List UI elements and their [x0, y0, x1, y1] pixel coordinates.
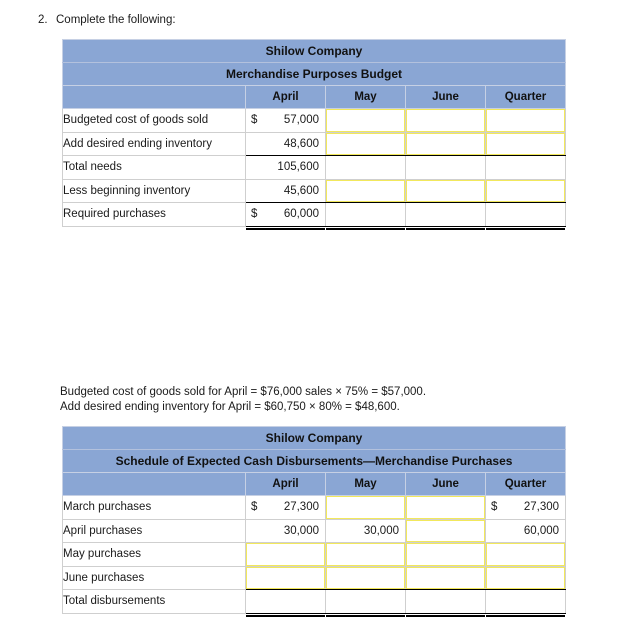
table2-col-blank [63, 473, 246, 496]
amount-value: 27,300 [283, 501, 319, 514]
table-row [63, 519, 566, 543]
table2-row3-label: May purchases [63, 543, 246, 567]
currency-symbol: $ [251, 208, 258, 221]
table1-row3-quarter [486, 156, 566, 180]
table1-row2-label: Add desired ending inventory [63, 132, 246, 156]
table2-row5-june [406, 590, 486, 614]
question-number: 2. [38, 14, 48, 26]
table1-row3-may [326, 156, 406, 180]
table2-row3-may-input[interactable] [326, 543, 406, 567]
amount-value: 48,600 [283, 137, 319, 150]
table2-row2-label: April purchases [63, 519, 246, 543]
table2-row5-april [246, 590, 326, 614]
table2-row1-april [246, 496, 326, 520]
table2-row4-label: June purchases [63, 566, 246, 590]
amount-value: 57,000 [283, 114, 319, 127]
amount-value: 60,000 [523, 524, 560, 537]
explanation-line-2: Add desired ending inventory for April = $60,750 × 80% = $48,600. [60, 401, 400, 413]
table2-row1-june-input[interactable] [406, 496, 486, 520]
table2-company-row [63, 427, 566, 450]
table2-row4-april-input[interactable] [246, 566, 326, 590]
table1-row4-april [246, 179, 326, 203]
table2-col-june: June [406, 473, 486, 496]
table1-title: Merchandise Purposes Budget [63, 63, 566, 86]
table2-col-may: May [326, 473, 406, 496]
table-row [63, 496, 566, 520]
table2-title-row [63, 450, 566, 473]
merchandise-purchases-budget-table [62, 39, 566, 227]
amount-value: 27,300 [523, 501, 560, 514]
table-row [63, 543, 566, 567]
table1-col-april: April [246, 86, 326, 109]
table1-col-blank [63, 86, 246, 109]
table2-row2-may [326, 519, 406, 543]
table1-row1-label: Budgeted cost of goods sold [63, 109, 246, 133]
table-row [63, 132, 566, 156]
table2-row1-label: March purchases [63, 496, 246, 520]
amount-value: 60,000 [283, 208, 319, 221]
table-row [63, 109, 566, 133]
table2-title: Schedule of Expected Cash Disbursements—Merchandise Purchases [63, 450, 566, 473]
table-row [63, 566, 566, 590]
question-prompt [38, 13, 176, 27]
table1-row5-june [406, 203, 486, 227]
table1-row2-quarter-input[interactable] [486, 132, 566, 156]
amount-value: 45,600 [283, 184, 319, 197]
table1-row2-may-input[interactable] [326, 132, 406, 156]
table1-row5-label: Required purchases [63, 203, 246, 227]
table1-column-header-row [63, 86, 566, 109]
table1-row3-april [246, 156, 326, 180]
table2-row2-april [246, 519, 326, 543]
amount-value: 105,600 [277, 161, 319, 174]
table2-row5-may [326, 590, 406, 614]
table1-row5-april [246, 203, 326, 227]
table2-row5-quarter [486, 590, 566, 614]
table-row [63, 156, 566, 180]
table-row [63, 179, 566, 203]
table1-col-june: June [406, 86, 486, 109]
table2-row3-april-input[interactable] [246, 543, 326, 567]
table2-row2-quarter [486, 519, 566, 543]
table1-row4-quarter-input[interactable] [486, 179, 566, 203]
table2-row4-quarter-input[interactable] [486, 566, 566, 590]
table2-row4-june-input[interactable] [406, 566, 486, 590]
currency-symbol: $ [491, 501, 498, 514]
table1-row1-april [246, 109, 326, 133]
question-text: Complete the following: [56, 14, 176, 26]
table1-row5-quarter [486, 203, 566, 227]
amount-value: 30,000 [283, 524, 319, 537]
cash-disbursements-schedule-table [62, 426, 566, 614]
currency-symbol: $ [251, 114, 258, 127]
table1-company-row [63, 40, 566, 63]
table2-col-quarter: Quarter [486, 473, 566, 496]
table-row [63, 203, 566, 227]
table1-row4-label: Less beginning inventory [63, 179, 246, 203]
table1-row4-june-input[interactable] [406, 179, 486, 203]
table2-company-name: Shilow Company [63, 427, 566, 450]
table2-row3-quarter-input[interactable] [486, 543, 566, 567]
table1-row2-april [246, 132, 326, 156]
table2-row1-quarter [486, 496, 566, 520]
table1-row3-label: Total needs [63, 156, 246, 180]
table1-row1-quarter-input[interactable] [486, 109, 566, 133]
table1-row3-june [406, 156, 486, 180]
table2-row5-label: Total disbursements [63, 590, 246, 614]
currency-symbol: $ [251, 501, 258, 514]
table-row [63, 590, 566, 614]
table1-title-row [63, 63, 566, 86]
table2-row3-june-input[interactable] [406, 543, 486, 567]
amount-value: 30,000 [363, 524, 399, 537]
table1-row2-june-input[interactable] [406, 132, 486, 156]
table1-row5-may [326, 203, 406, 227]
table1-row1-may-input[interactable] [326, 109, 406, 133]
table1-col-may: May [326, 86, 406, 109]
table2-row1-may-input[interactable] [326, 496, 406, 520]
table2-column-header-row [63, 473, 566, 496]
explanation-block [60, 385, 426, 415]
table2-col-april: April [246, 473, 326, 496]
table2-row4-may-input[interactable] [326, 566, 406, 590]
table1-row4-may-input[interactable] [326, 179, 406, 203]
table2-row2-june-input[interactable] [406, 519, 486, 543]
table1-row1-june-input[interactable] [406, 109, 486, 133]
explanation-line-1: Budgeted cost of goods sold for April = $76,000 sales × 75% = $57,000. [60, 386, 427, 398]
table1-col-quarter: Quarter [486, 86, 566, 109]
table1-company-name: Shilow Company [63, 40, 566, 63]
